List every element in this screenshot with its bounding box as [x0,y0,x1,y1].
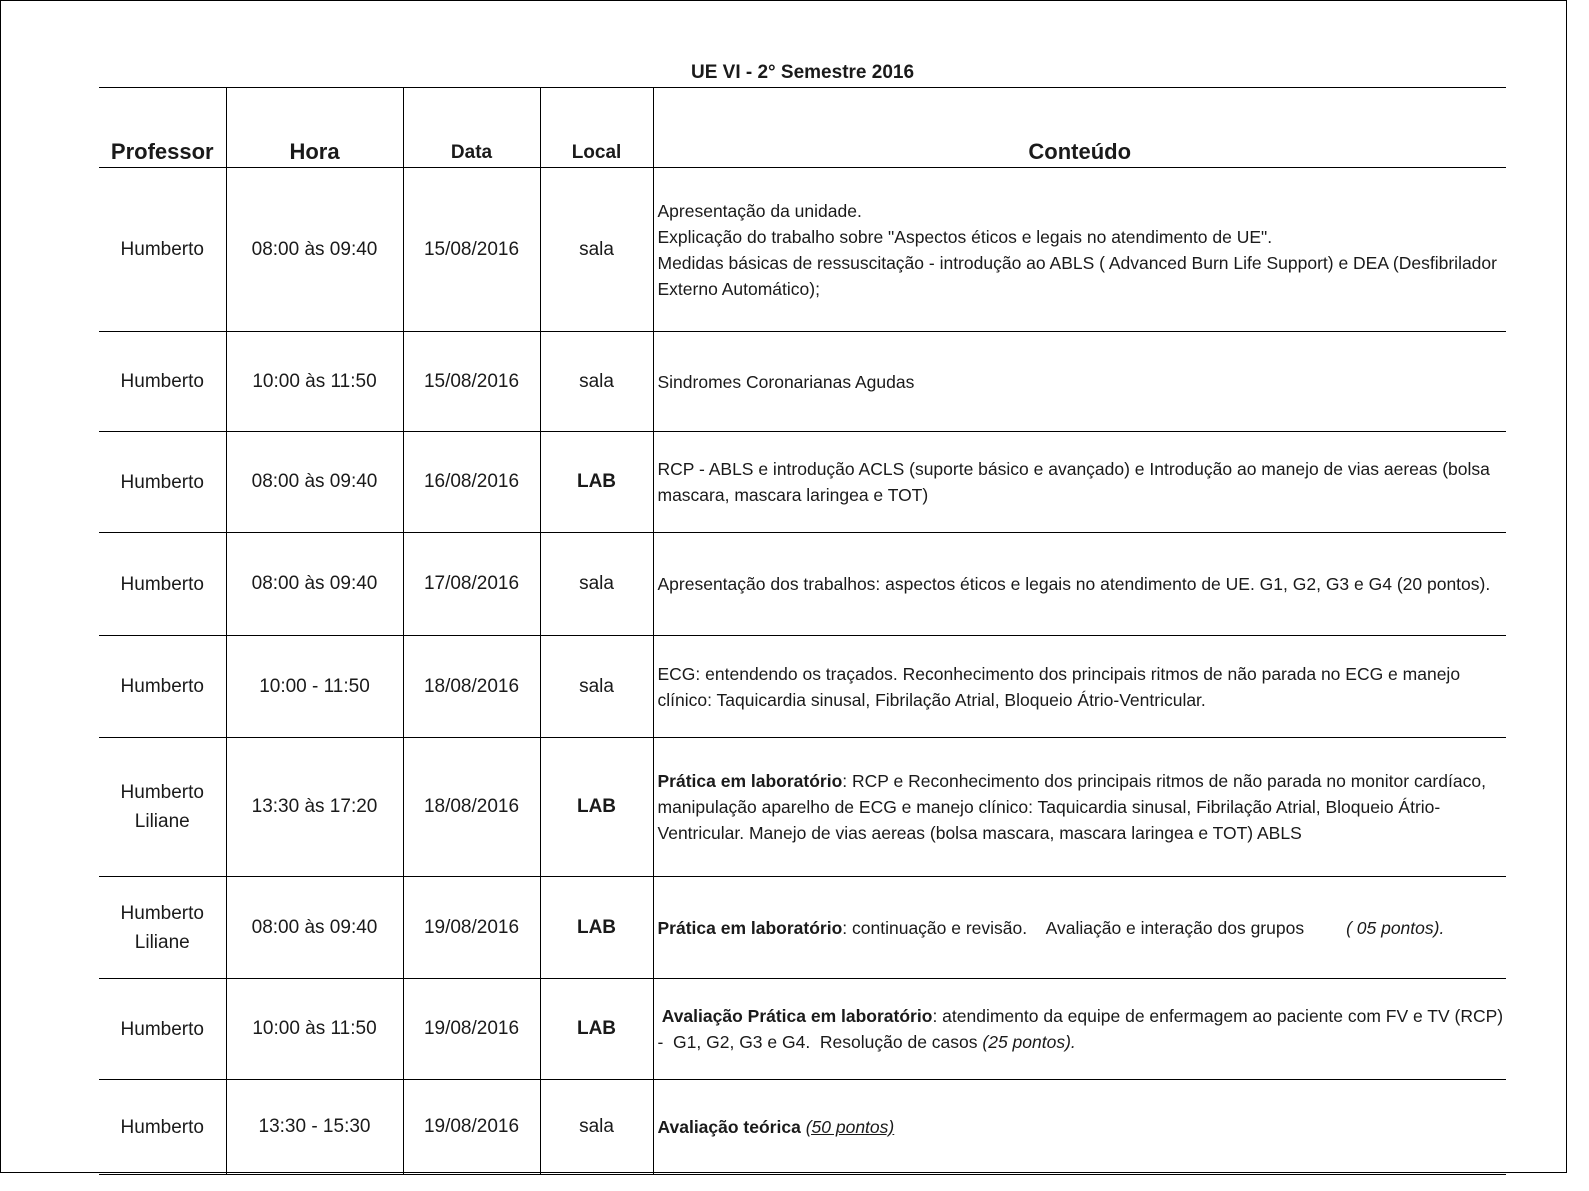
cell-data: 19/08/2016 [403,877,540,979]
header-local: Local [540,88,653,168]
cell-conteudo: ECG: entendendo os traçados. Reconhecimento dos principais ritmos de não parada no ECG e manejo clínico: Taquicardia sinusal, Fibrilação Atrial, Bloqueio Átrio-Ventricular. [653,636,1506,738]
cell-local: sala [540,636,653,738]
cell-local: sala [540,168,653,332]
cell-local: sala [540,533,653,636]
cell-data: 19/08/2016 [403,1080,540,1175]
cell-data: 16/08/2016 [403,432,540,533]
header-row [99,88,1506,168]
table-row [99,636,1506,738]
cell-data: 19/08/2016 [403,979,540,1080]
cell-hora: 08:00 às 09:40 [226,533,403,636]
schedule-table [99,87,1506,1175]
cell-conteudo: Prática em laboratório: continuação e revisão. Avaliação e interação dos grupos ( 05 pontos). [653,877,1506,979]
table-row [99,738,1506,877]
cell-professor: Humberto [99,168,226,332]
header-professor: Professor [99,88,226,168]
header-conteudo: Conteúdo [653,88,1506,168]
cell-hora: 08:00 às 09:40 [226,877,403,979]
cell-local: LAB [540,432,653,533]
cell-hora: 10:00 - 11:50 [226,636,403,738]
cell-conteudo: Avaliação Prática em laboratório: atendimento da equipe de enfermagem ao paciente com FV e TV (RCP) - G1, G2, G3 e G4. Resolução de casos (25 pontos). [653,979,1506,1080]
cell-conteudo: Avaliação teórica (50 pontos) [653,1080,1506,1175]
cell-professor: Humberto [99,1080,226,1175]
cell-conteudo: RCP - ABLS e introdução ACLS (suporte básico e avançado) e Introdução ao manejo de vias aereas (bolsa mascara, mascara laringea e TOT) [653,432,1506,533]
cell-local: sala [540,1080,653,1175]
cell-data: 15/08/2016 [403,332,540,432]
table-row [99,533,1506,636]
table-row [99,1080,1506,1175]
header-data: Data [403,88,540,168]
cell-conteudo: Sindromes Coronarianas Agudas [653,332,1506,432]
table-row [99,979,1506,1080]
cell-hora: 08:00 às 09:40 [226,432,403,533]
cell-professor: Humberto [99,533,226,636]
cell-data: 15/08/2016 [403,168,540,332]
cell-hora: 13:30 às 17:20 [226,738,403,877]
cell-hora: 10:00 às 11:50 [226,332,403,432]
cell-hora: 13:30 - 15:30 [226,1080,403,1175]
document-title: UE VI - 2° Semestre 2016 [690,62,915,83]
cell-professor: Humberto [99,332,226,432]
table-row [99,877,1506,979]
cell-professor: Humberto [99,636,226,738]
cell-conteudo: Apresentação dos trabalhos: aspectos éticos e legais no atendimento de UE. G1, G2, G3 e G4 (20 pontos). [653,533,1506,636]
table-row [99,168,1506,332]
cell-conteudo: Prática em laboratório: RCP e Reconhecimento dos principais ritmos de não parada no monitor cardíaco, manipulação aparelho de ECG e manejo clínico: Taquicardia sinusal, Fibrilação Atrial, Bloqueio Átrio- Ventricular. Manejo de vias aereas (bolsa mascara, mascara laringea e TOT) ABLS [653,738,1506,877]
cell-local: LAB [540,738,653,877]
cell-hora: 08:00 às 09:40 [226,168,403,332]
cell-data: 18/08/2016 [403,738,540,877]
cell-professor: Humberto Liliane [99,877,226,979]
cell-professor: Humberto Liliane [99,738,226,877]
cell-local: sala [540,332,653,432]
cell-professor: Humberto [99,979,226,1080]
table-row [99,332,1506,432]
cell-data: 18/08/2016 [403,636,540,738]
cell-data: 17/08/2016 [403,533,540,636]
cell-local: LAB [540,877,653,979]
header-hora: Hora [226,88,403,168]
table-row [99,432,1506,533]
cell-local: LAB [540,979,653,1080]
cell-professor: Humberto [99,432,226,533]
cell-hora: 10:00 às 11:50 [226,979,403,1080]
cell-conteudo: Apresentação da unidade. Explicação do trabalho sobre "Aspectos éticos e legais no atendimento de UE". Medidas básicas de ressuscitação - introdução ao ABLS ( Advanced Burn Life Support) e DEA (Desfibrilador Externo Automático); [653,168,1506,332]
